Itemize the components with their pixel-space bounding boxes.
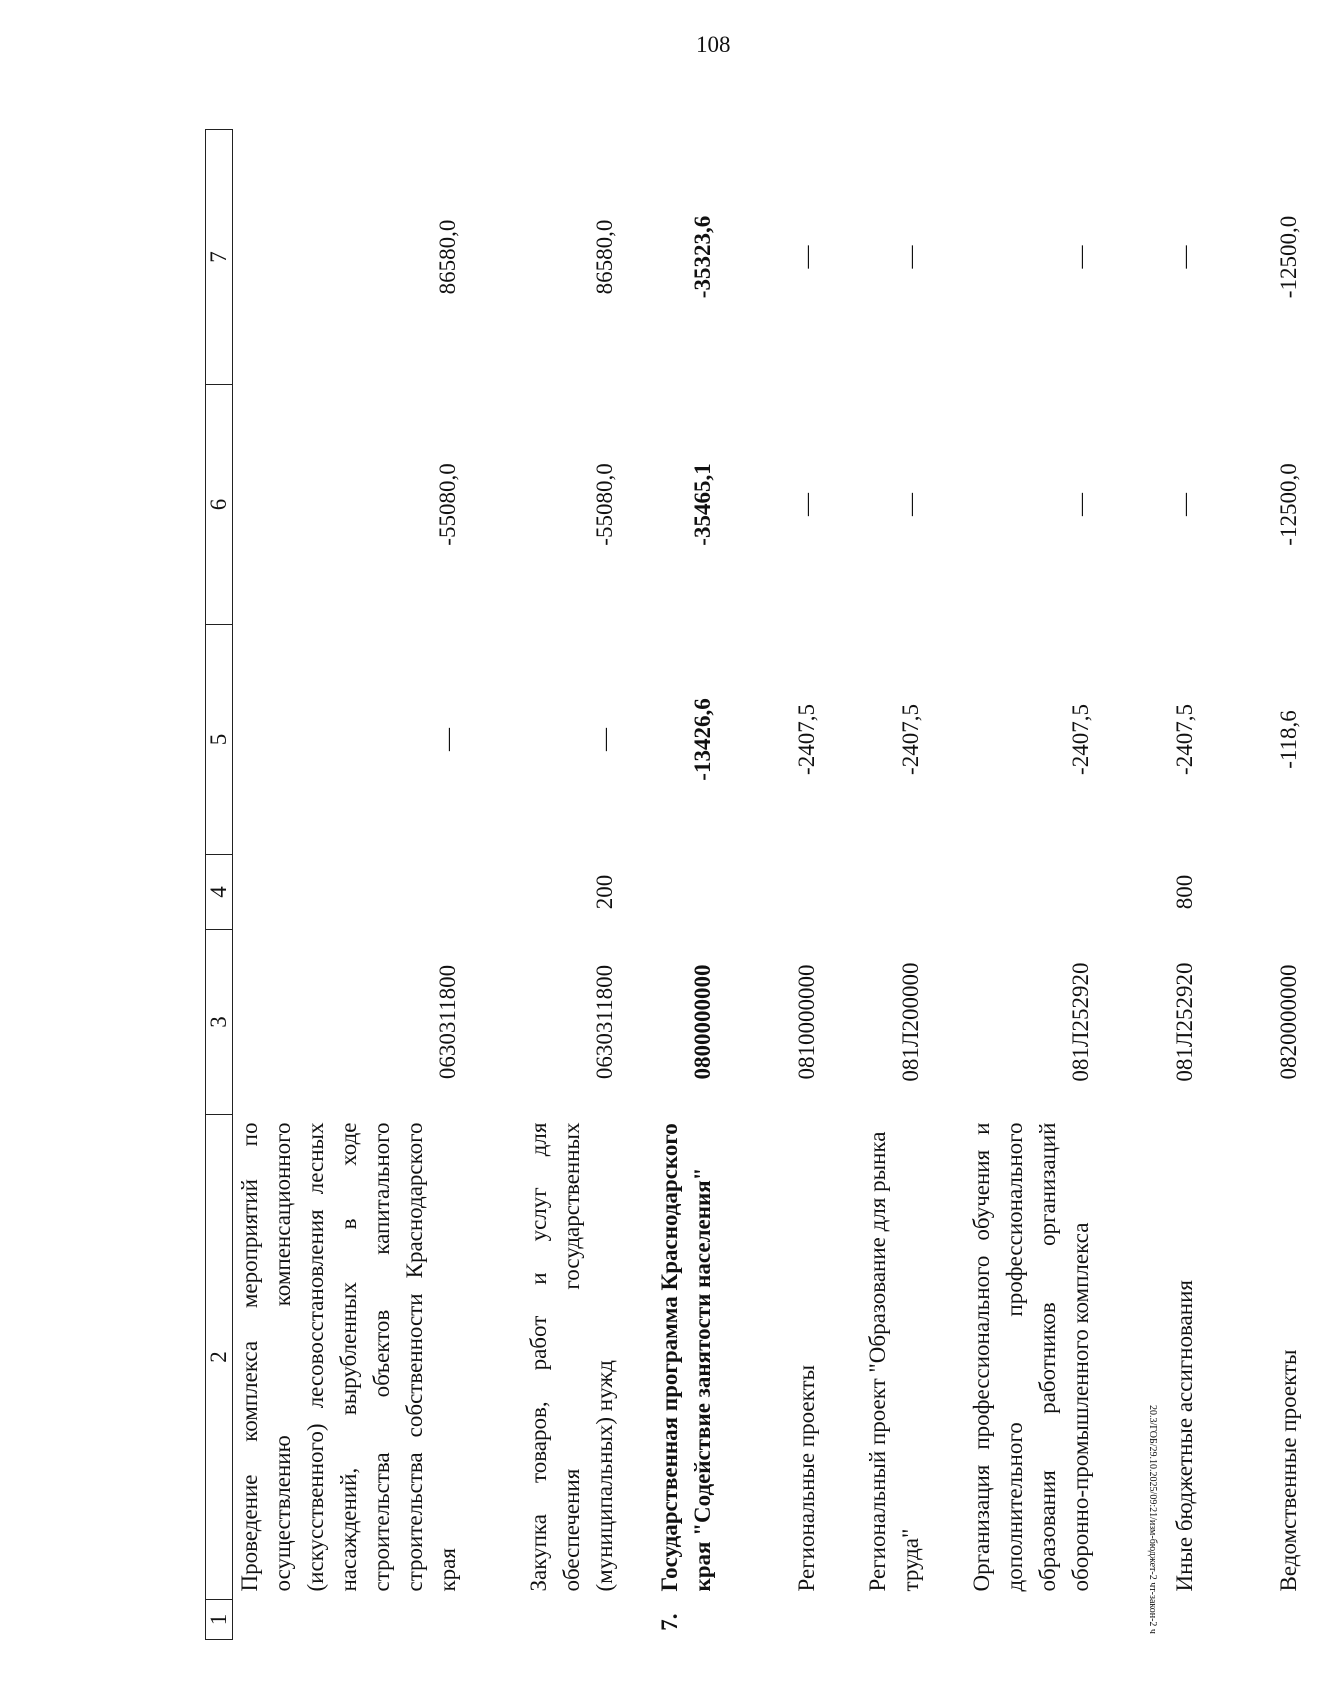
row-value-7: 86580,0 — [592, 219, 617, 295]
row-value-6: -35465,1 — [690, 463, 715, 546]
row-code: 081Л252920 — [1172, 962, 1197, 1082]
row-number — [945, 1600, 1115, 1640]
row-value-6: — — [1172, 493, 1197, 516]
row-code: 0630311800 — [435, 964, 460, 1080]
column-header: 1 — [206, 1600, 233, 1640]
row-type: 200 — [592, 874, 617, 910]
row-type — [1219, 855, 1323, 930]
row-number: 7. — [657, 1613, 682, 1631]
column-header: 4 — [206, 855, 233, 930]
row-type — [737, 855, 841, 930]
row-type — [233, 855, 483, 930]
row-type: 800 — [1172, 874, 1197, 910]
column-header: 5 — [206, 625, 233, 855]
row-type — [841, 855, 945, 930]
row-value-6: -55080,0 — [435, 463, 460, 546]
row-value-7: — — [794, 245, 819, 269]
column-header: 6 — [206, 385, 233, 625]
row-description: Проведение комплекса мероприятий по осуществлению компенсационного (искусственного) лесовосстановления лесных насаждений, вырубленных в ходе строительства объектов капитального строительства собственности Краснодарского края — [237, 1122, 460, 1592]
row-number — [737, 1600, 841, 1640]
row-description: Закупка товаров, работ и услуг для обеспечения государственных (муниципальных) нужд — [526, 1122, 617, 1592]
row-value-6: — — [794, 493, 819, 516]
table-row — [639, 130, 737, 1640]
budget-table — [205, 130, 1301, 1640]
row-value-7: -12500,0 — [1276, 215, 1301, 299]
row-value-5: -2407,5 — [898, 704, 923, 775]
row-value-6: — — [1068, 493, 1093, 516]
row-value-5: -2407,5 — [794, 704, 819, 775]
row-code: 0800000000 — [690, 964, 715, 1080]
row-value-5: — — [592, 728, 617, 751]
row-value-7: — — [1172, 245, 1197, 269]
row-value-7: — — [898, 245, 923, 269]
row-description: Региональные проекты — [794, 1364, 819, 1592]
row-code: 081Л200000 — [898, 962, 923, 1082]
row-value-5: -118,6 — [1276, 710, 1301, 769]
row-description: Региональный проект "Образование для рынка труда" — [865, 1131, 923, 1592]
row-number — [841, 1600, 945, 1640]
row-value-5: -2407,5 — [1068, 704, 1093, 775]
row-value-7: -35323,6 — [690, 215, 715, 299]
row-value-7: — — [1068, 245, 1093, 269]
row-code: 081Л252920 — [1068, 962, 1093, 1082]
row-description: Организация профессионального обучения и дополнительного профессионального образования работников организаций оборонно-промышленного комплекса — [969, 1122, 1093, 1592]
column-header: 3 — [206, 930, 233, 1115]
table-row — [482, 130, 639, 1640]
table-row — [1115, 130, 1219, 1640]
row-value-6: -12500,0 — [1276, 463, 1301, 546]
table-row — [737, 130, 841, 1640]
table-row — [1219, 130, 1323, 1640]
row-value-5: — — [435, 728, 460, 751]
row-code: 0630311800 — [592, 964, 617, 1080]
row-description: Иные бюджетные ассигнования — [1172, 1280, 1197, 1592]
table-header-row — [206, 130, 233, 1640]
row-value-6: -55080,0 — [592, 463, 617, 546]
table-row — [233, 130, 483, 1640]
row-value-5: -13426,6 — [690, 698, 715, 781]
row-description: Ведомственные проекты — [1276, 1349, 1301, 1592]
row-type — [639, 855, 737, 930]
footer-code: 20.3/ГОБ/29.10.2025/09:21/изм-бюджет-2 чт-закон-2 ч — [1147, 1405, 1158, 1634]
column-header: 7 — [206, 130, 233, 385]
row-number — [1115, 1600, 1219, 1640]
row-code: 0820000000 — [1276, 964, 1301, 1080]
page-number: 108 — [696, 32, 731, 57]
row-code: 0810000000 — [794, 964, 819, 1080]
table-row — [841, 130, 945, 1640]
row-number — [482, 1600, 639, 1640]
row-value-5: -2407,5 — [1172, 704, 1197, 775]
row-number — [1219, 1600, 1323, 1640]
row-type — [945, 855, 1115, 930]
row-value-6: — — [898, 493, 923, 516]
row-value-7: 86580,0 — [435, 219, 460, 295]
table-row — [945, 130, 1115, 1640]
row-description: Государственная программа Краснодарского края "Содействие занятости населения" — [657, 1123, 715, 1592]
row-number — [233, 1600, 483, 1640]
column-header: 2 — [206, 1115, 233, 1600]
